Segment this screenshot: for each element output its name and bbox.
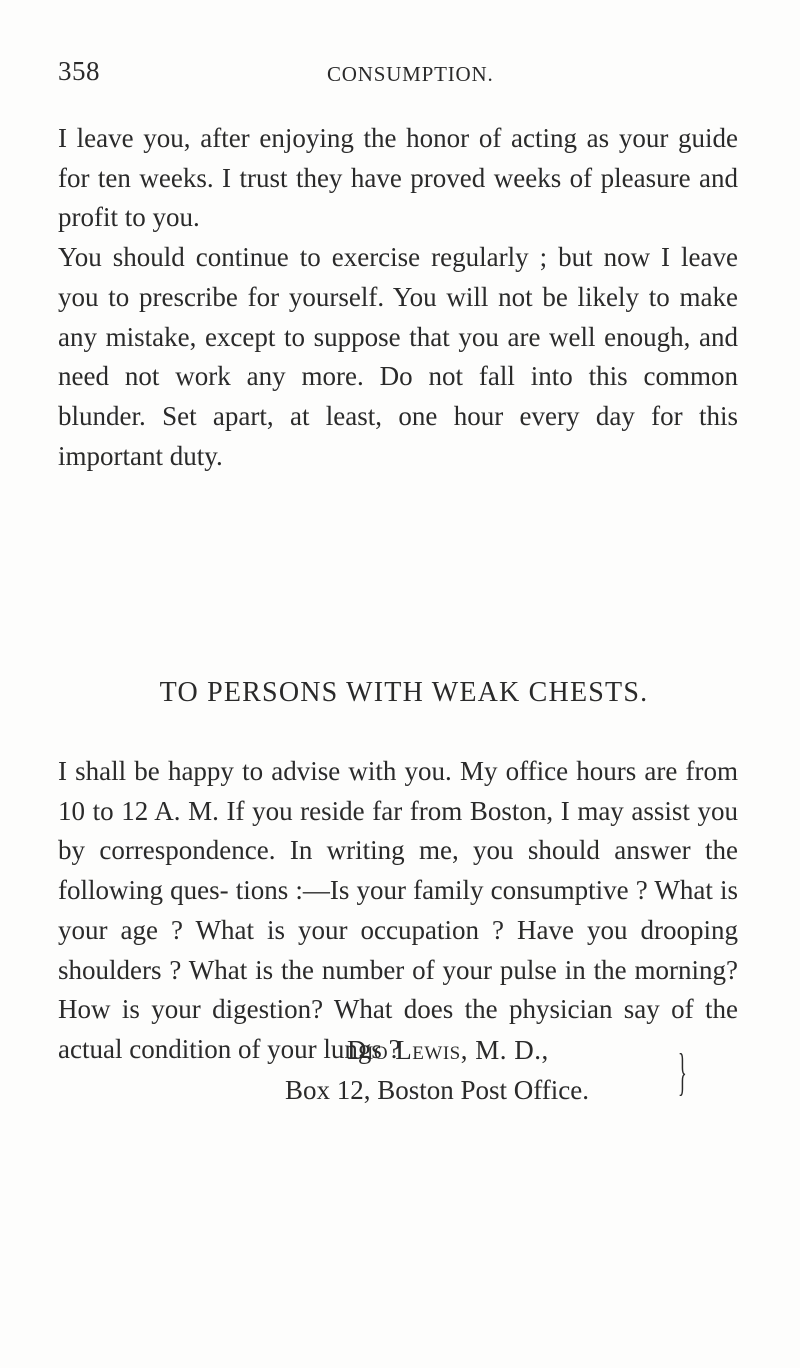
page-number: 358: [58, 56, 100, 86]
brace-icon: }: [678, 1044, 687, 1101]
signature-block: [285, 1031, 695, 1110]
section-text: [58, 752, 738, 1070]
intro-paragraph-1: I leave you, after enjoying the honor of acting as your guide for ten weeks. I trust they have proved weeks of pleasure and profit to you.: [58, 123, 738, 233]
running-title: CONSUMPTION.: [327, 62, 494, 86]
section-heading: TO PERSONS WITH WEAK CHESTS.: [159, 677, 649, 708]
signature-address: Box 12, Boston Post Office.: [285, 1074, 590, 1105]
intro-paragraph-2: You should continue to exercise regularly ; but now I leave you to prescribe for yourself. You will not be likely to make any mistake, except to suppose that you are well enough, and need not work any more. Do not fall into this common blunder. Set apart, at least, one hour every day for this important duty.: [58, 242, 738, 471]
running-head: [0, 52, 800, 92]
signature-name: Dio Lewis, M. D.,: [347, 1035, 549, 1065]
intro-text: [58, 119, 738, 476]
section-paragraph: I shall be happy to advise with you. My office hours are from 10 to 12 A. M. If you reside far from Boston, I may assist you by correspondence. In writing me, you should answer the following ques- tions :—Is your family consumptive ? What is your age ? What is your occupation ? Have you drooping shoulders ? What is the number of your pulse in the morning? How is your digestion? What does the physician say of the actual condition of your lungs ?: [58, 756, 738, 1064]
